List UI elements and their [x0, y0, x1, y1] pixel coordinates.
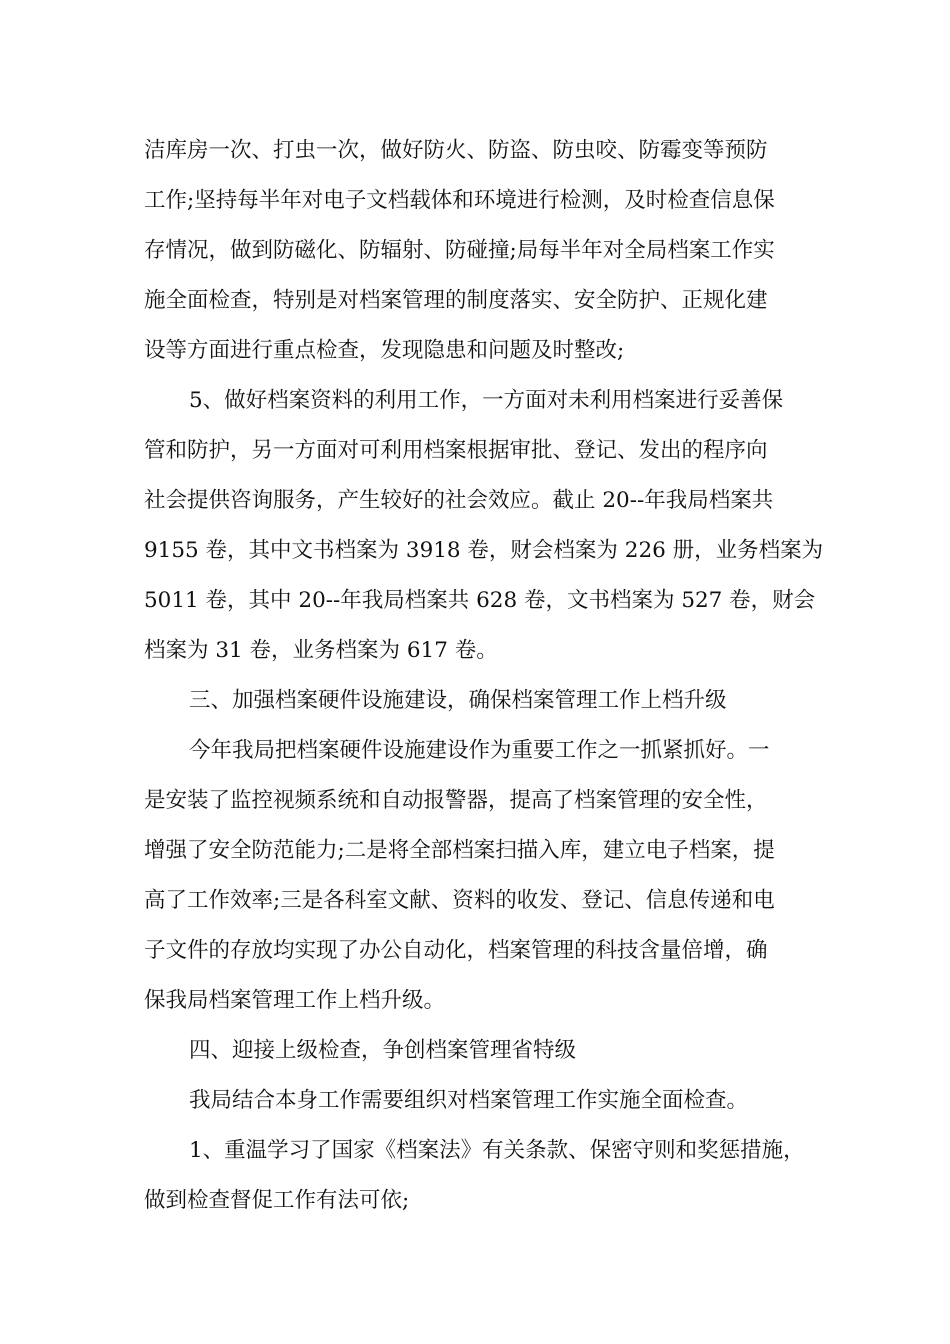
- text-line: 9155 卷，其中文书档案为 3918 卷，财会档案为 226 册，业务档案为: [144, 538, 824, 563]
- paragraph-start: 我局结合本身工作需要组织对档案管理工作实施全面检查。: [189, 1088, 749, 1113]
- text-line: 做到检查督促工作有法可依;: [144, 1188, 410, 1213]
- section-heading: 三、加强档案硬件设施建设，确保档案管理工作上档升级: [189, 688, 727, 713]
- text-line: 高了工作效率;三是各科室文献、资料的收发、登记、信息传递和电: [144, 888, 775, 913]
- text-line: 施全面检查，特别是对档案管理的制度落实、安全防护、正规化建: [144, 288, 768, 313]
- text-line: 洁库房一次、打虫一次，做好防火、防盗、防虫咬、防霉变等预防: [144, 138, 768, 163]
- text-line: 档案为 31 卷，业务档案为 617 卷。: [144, 638, 498, 663]
- text-line: 管和防护，另一方面对可利用档案根据审批、登记、发出的程序向: [144, 438, 768, 463]
- text-line: 设等方面进行重点检查，发现隐患和问题及时整改;: [144, 338, 625, 363]
- text-line: 工作;坚持每半年对电子文档载体和环境进行检测，及时检查信息保: [144, 188, 775, 213]
- text-line: 社会提供咨询服务，产生较好的社会效应。截止 20--年我局档案共: [144, 488, 774, 513]
- text-line: 存情况，做到防磁化、防辐射、防碰撞;局每半年对全局档案工作实: [144, 238, 775, 263]
- text-line: 子文件的存放均实现了办公自动化，档案管理的科技含量倍增，确: [144, 938, 768, 963]
- text-line: 增强了安全防范能力;二是将全部档案扫描入库，建立电子档案，提: [144, 838, 775, 863]
- paragraph-start: 今年我局把档案硬件设施建设作为重要工作之一抓紧抓好。一: [189, 738, 770, 763]
- paragraph-start: 5、做好档案资料的利用工作，一方面对未利用档案进行妥善保: [189, 388, 784, 413]
- paragraph-start: 1、重温学习了国家《档案法》有关条款、保密守则和奖惩措施，: [189, 1138, 805, 1163]
- text-line: 保我局档案管理工作上档升级。: [144, 988, 446, 1013]
- text-line: 5011 卷，其中 20--年我局档案共 628 卷，文书档案为 527 卷，财会: [144, 588, 816, 613]
- text-line: 是安装了监控视频系统和自动报警器，提高了档案管理的安全性，: [144, 788, 768, 813]
- section-heading: 四、迎接上级检查，争创档案管理省特级: [189, 1038, 577, 1063]
